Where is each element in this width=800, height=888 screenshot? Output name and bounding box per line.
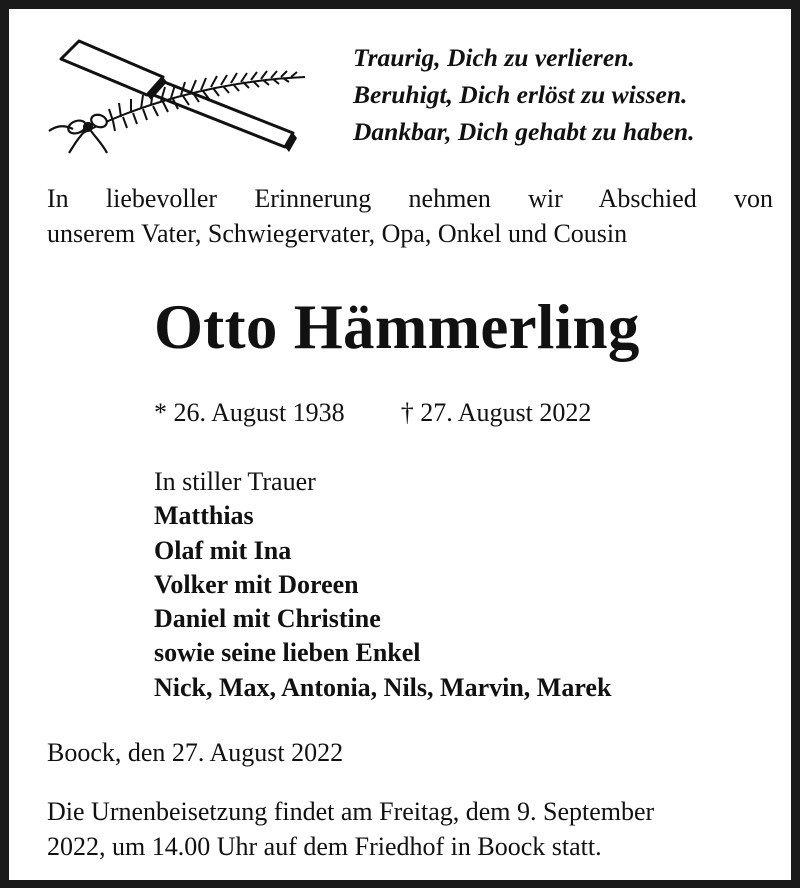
burial-line: Die Urnenbeisetzung findet am Freitag, dem 9. September	[47, 797, 655, 826]
place-date: Boock, den 27. August 2022	[47, 738, 344, 767]
burial-info	[47, 794, 654, 864]
death-date: † 27. August 2022	[400, 398, 592, 427]
mourner: Olaf mit Ina	[154, 535, 292, 565]
mourner: Volker mit Doreen	[154, 569, 359, 599]
mourner: Nick, Max, Antonia, Nils, Marvin, Marek	[154, 672, 612, 702]
mourner: sowie seine lieben Enkel	[154, 638, 421, 668]
intro-text	[47, 181, 773, 251]
life-dates	[154, 396, 591, 430]
birth-date: * 26. August 1938	[154, 398, 345, 427]
poem-line: Beruhigt, Dich erlöst zu wissen.	[353, 80, 688, 109]
poem	[353, 39, 695, 150]
mourners-block	[154, 465, 611, 705]
mourner: Matthias	[154, 501, 254, 531]
poem-line: Traurig, Dich zu verlieren.	[353, 43, 635, 72]
mourning-intro: In stiller Trauer	[154, 467, 316, 496]
burial-line: 2022, um 14.00 Uhr auf dem Friedhof in Boock statt.	[47, 832, 602, 861]
intro-line: unserem Vater, Schwiegervater, Opa, Onkel und Cousin	[47, 219, 628, 248]
mourner: Daniel mit Christine	[154, 604, 381, 634]
cross-with-palm-branch-icon	[43, 35, 315, 159]
poem-line: Dankbar, Dich gehabt zu haben.	[353, 117, 695, 146]
intro-line: In liebevoller Erinnerung nehmen wir Abschied von	[47, 184, 773, 213]
deceased-name: Otto Hämmerling	[154, 292, 640, 362]
